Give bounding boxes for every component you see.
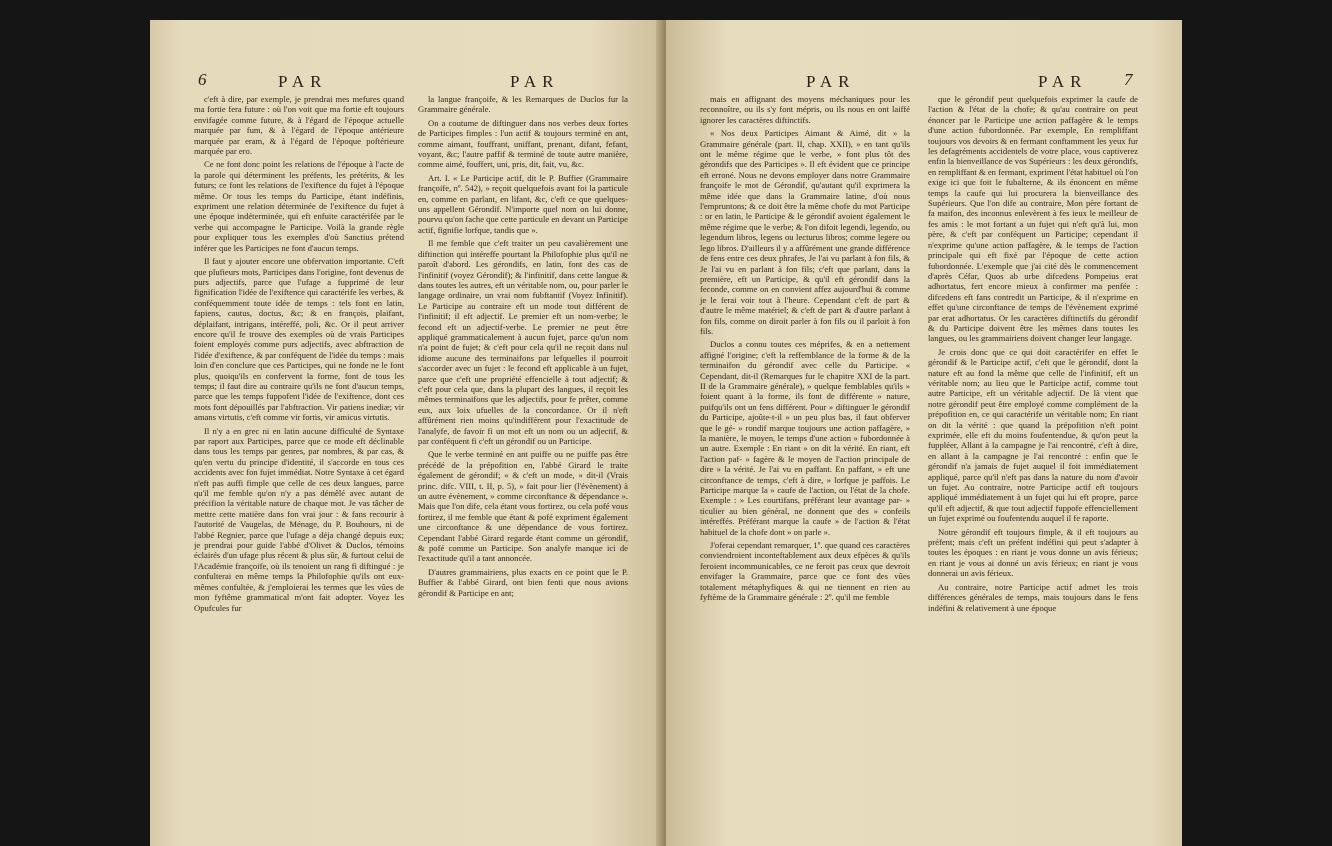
running-head-right-a: PAR (806, 72, 856, 91)
paragraph: Au contraire, notre Participe actif admet les trois différences générales de temps, mais toujours dans le fens indéfini & relativement à une époque (928, 581, 1138, 613)
page-number-left: 6 (198, 70, 207, 89)
running-head-left-a: PAR (278, 72, 328, 91)
left-column-1 (194, 94, 404, 616)
running-head-left-b: PAR (510, 72, 560, 91)
right-column-2 (928, 94, 1138, 616)
paragraph: Art. I. « Le Participe actif, dit le P. Buffier (Grammaire françoife, nº. 542), » reçoit quelquefois avant foi la particule en, comme en parlant, en lifant, &c, c'eft ce que quelques-uns appellent Gérondif. N'importe quel nom on lui donne, pourvu qu'on fache que cette particule en devant un Participe actif, fignifie lorfque, tandis que ». (418, 172, 628, 235)
right-column-1 (700, 94, 910, 606)
paragraph: que le gérondif peut quelquefois exprimer la caufe de l'action & l'état de la chofe; & qu'au contraire on peut énoncer par le Participe une action paffagère & le temps d'une action fubordonnée. Par exemple, En rempliffant toujours vos devoirs & en fermant conftamment les yeux fur les defagréments accidentels de votre place, vous captiverez enfin la bienveillance de vos Supérieurs : les deux gérondifs, en rempliffant & en fermant, expriment l'état habituel où l'on exige ici que foit le fubalterne, & ils énoncent en même temps la caufe qui lui procurera la bienveillance des Supérieurs. Que l'on dife au contraire, Mon père fortant de fa maifon, des inconnus enlevèrent à fes ieux le meilleur de fes amis : le mot fortant a un fujet qui n'eft qu'à lui, mon père, & c'eft par conféquent un Participe; cependant il n'exprime qu'une action paffagère, & le temps de l'action principale qui eft fixé par l'époque de cette action fubordonnée. L'exemple que j'ai cité dès le commencement d'après Céfar, Quos ab urbe difcedens Pompeius erat adhortatus, fert encore mieux à confirmer ma penfée : difcedens eft fans contredit un Participe, & il n'exprime en effet qu'une circonftance de temps de l'évènement exprimé par erat adhortatus. Or les caractères diftinctifs du gérondif & du Participe doivent être les mêmes dans toutes les langues, ou les grammairiens doivent changer leur langage. (928, 94, 1138, 344)
running-head-right-b: PAR (1038, 72, 1088, 91)
paragraph: Ce ne font donc point les relations de l'époque à l'acte de la parole qui déterminent les préfents, les prétérits, & les futurs; ce font les relations de l'exiftence du fujet à l'époque même. Or tous les temps du Participe, étant indéfinis, expriment une relation déterminée de l'exiftence du fujet à une époque indéterminée, qui eft enfuite caractérifée par le verbe qui accompagne le Participe. Voilà la grande règle pour expliquer tous les exemples d'où Sanctius prétend inférer que les Participes ne font d'aucun temps. (194, 159, 404, 253)
paragraph: Il me femble que c'eft traiter un peu cavalièrement une diftinction qui intéreffe pourtant la Philofophie plus qu'il ne paroît d'abord. Les gérondifs, en latin, font des cas de l'infinitif (voyez Gérondif); & l'infinitif, dans cette langue & dans toutes les autres, eft un véritable nom, ou, pour parler le langage ordinaire, un vrai nom fubftantif (Voyez Infinitif). Le Participe au contraire eft un mode tout différent de l'infinitif; il eft adjectif. Le premier eft un nom-verbe; le fecond eft un adjectif-verbe. Le premier ne peut être appliqué grammaticalement à aucun fujet, parce qu'un nom n'a point de fujet; & c'eft pour cela qu'il ne reçoit dans nul idiome aucune des terminaifons par lefquelles il pourroit s'accorder avec un fujet : le fecond eft applicable à un fujet, parce que c'eft une propriété effencielle à tout adjectif; & c'eft pour cela que, dans la plupart des langues, il reçoit les mêmes terminaifons que les adjectifs, pour fe prêter, comme eux, aux loix ufuelles de la concordance. Or il n'eft affûrément rien moins qu'indifférent pour l'exactitude de l'analyfe, de favoir fi un mot eft un nom ou un adjectif, & par conféquent fi c'eft un gérondif ou un Participe. (418, 238, 629, 446)
right-page (666, 20, 1182, 846)
paragraph: Il faut y ajouter encore une obfervation importante. C'eft que plufieurs mots, Participes dans l'origine, font devenus de purs adjectifs, parce que l'ufage a fupprimé de leur fignification l'idée de l'exiftence qui caractérife les verbes, & conféquemment toute idée de temps : tels font en latin, fapiens, cautus, doctus, &c; & en françois, plaifant, déplaifant, intrigans, intéreffé, poli, &c. Or il peut arriver encore qu'il fe trouve des exemples où de vrais Participes foient employés comme purs adjectifs, avec abftraction de l'idée d'exiftence, & par conféquent de l'idée du temps : mais loin d'en conclure que ces Participes, qui ne fonde ne le font plus, quoiqu'ils en confervent la forme, font de tous les temps; il faut dire au contraire qu'ils ne font d'aucun temps, parce que les temps fuppofent l'idée de l'exiftence, dont ces mots font dépouillés par l'abftraction. Vir patiens inediæ; vir amans virtutis, c'eft comme vir fortis, vir amicus virtutis. (194, 256, 404, 423)
paragraph: J'oferai cependant remarquer, 1º. que quand ces caractères conviendroient inconteftablement aux deux efpèces & qu'ils feroient incommunicables, ce ne feroit pas ceux que devroit envifager la Grammaire, parce que ce font des vûes totalement métaphyfiques & qui ne tiennent en rien au fyftème de la Grammaire générale : 2º. qu'il me femble (700, 540, 910, 603)
paragraph: « Nos deux Participes Aimant & Aimé, dit » la Grammaire générale (part. II, chap. XXII), » en tant qu'ils ont le même régime que le verbe, » font plus tôt des gérondifs que des Participes ». Il eft évident que ce principe eft erroné. Nous ne devons employer dans notre Grammaire françoife le mot de Gérondif, qu'autant qu'il exprimera la même idée que dans la Grammaire latine, d'où nous l'empruntons; & ce doit être la même chofe du mot Participe : or en latin, le Participe & le gérondif avoient également le même régime que le verbe; & l'on difoit legendi, legendo, ou legendum libros, legens ou lecturus libros; comme legere ou lego libros. D'ailleurs il y a affûrément une grande différence de fens entre ces deux phrafes, Je l'ai vu parlant à fon fils, & Je l'ai vu en parlant à fon fils; c'eft que parlant, dans la première, eft un Participe, & qu'il eft gérondif dans la feconde, comme on en convient affez aujourd'hui & comme je le ferai voir tout à l'heure. Cependant c'eft de part & d'autre le même matériel; & c'eft de part & d'autre parlant à fon fils, comme on diroit parler à fon fils ou il parloit à fon fils. (700, 128, 910, 336)
paragraph: D'autres grammairiens, plus exacts en ce point que le P. Buffier & l'abbé Girard, ont bien fenti que nous avions gérondif & Participe en ant; (418, 566, 628, 598)
paragraph: Il n'y a en grec ni en latin aucune difficulté de Syntaxe par raport aux Participes, parce que ce mode eft déclinable dans tous les temps par genres, par nombres, & par cas, & qu'en vertu du principe d'identité, il s'accorde en tous ces accidents avec fon fujet immédiat. Notre Syntaxe à cet égard n'eft pas auffi fimple que celle de ces deux langues, parce qu'il me femble qu'on n'y a pas démêlé avec autant de précifion la véritable nature de chaque mot. Je vas tâcher de mettre cette matière dans fon vrai jour : & fans recourir à l'autorité de Vaugelas, de Ménage, du P. Bouhours, ni de l'abbé Regnier, parce que l'ufage a déja changé depuis eux; je prendrai pour guide l'abbé d'Olivet & Duclos, témoins éclairés d'un ufage plus récent & plus sûr, & furtout celui de l'Académie françoife, où ils tenoient un rang fi diftingué : je confulterai en même temps la Philofophie qu'ils ont eux-mêmes confultée, & j'emploierai les termes que les vûes de mon fyftême grammatical m'ont fait adopter. Voyez les Opufcules fur (194, 425, 404, 613)
paragraph: Notre gérondif eft toujours fimple, & il eft toujours au préfent; mais c'eft un préfent indéfini qui peut s'adapter à toutes les époques : en riant je vous donne un avis férieux; en riant je vous ai donné un avis férieux; en riant je vous donnerai un avis férieux. (928, 526, 1138, 579)
paragraph: c'eft à dire, par exemple, je prendrai mes mefures quand ma fortie fera future : où l'on voit que ma fortie eft toujours envifagée comme future, & à l'égard de l'époque actuelle marquée par fum, & à l'égard de l'époque antérieure marquée par eram, & à l'égard de l'époque poftérieure marquée par ero. (194, 94, 404, 157)
paragraph: Duclos a connu toutes ces méprifes, & en a nettement affigné l'origine; c'eft la reffemblance de la forme & de la terminaifon du gérondif avec celle du Participe. « Cependant, dit-il (Remarques fur le chapitre XXI de la part. II de la Grammaire générale), » quelque femblables qu'ils » foient quant à la forme, ils font de différente » nature, puifqu'ils ont un fens différent. Pour » diftinguer le gérondif du Participe, ajoûte-t-il » un peu plus bas, il faut obferver que le gé- » rondif marque toujours une action paffagère, » la manière, le moyen, le temps d'une action » fubordonnée à un autre. Exemple : En riant » on dit la vérité. En riant, eft l'action paf- » fagère & le moyen de l'action principale de dire » la vérité. Je l'ai vu en paffant. En paffant, » eft une circonftance de temps, c'eft à dire, » lorfque je paffois. Le Participe marque la » caufe de l'action, ou l'état de la chofe. Exemple : » Les courtifans, préférant leur avantage par- » ticulier au bien général, ne donnent que des » confeils intéreffés. Préférant marque la caufe » de l'action & l'état habituel de la chofe dont » on parle ». (700, 339, 910, 537)
page-number-right: 7 (1124, 70, 1133, 89)
left-column-2 (418, 94, 628, 601)
paragraph: Je crois donc que ce qui doit caractérifer en effet le gérondif & le Participe actif, c'eft que le gérondif, dont la nature eft au fond la même que celle de l'infinitif, eft un véritable nom; au lieu que le Participe actif, comme tout autre Participe, eft un véritable adjectif. De là vient que notre gérondif peut être employé comme complément de la prépofition en, ce qui caractérife un véritable nom; En riant on dit la vérité : que quand la prépofition n'eft point exprimée, elle eft du moins foufentendue, & qu'on peut la fuppléer, Allant à la campagne je l'ai rencontré, c'eft à dire, en allant à la campagne je l'ai rencontré : enfin que le gérondif n'a jamais de fujet auquel il foit immédiatement appliqué, parce qu'il n'eft pas dans la nature du nom d'avoir un fujet. Au contraire, notre Participe actif eft toujours appliqué immédiatement à un fujet qui lui eft propre, parce qu'il eft adjectif, & que tout adjectif fuppofe effenciellement un fujet exprimé ou foufentendu auquel il fe raporte. (928, 346, 1138, 524)
paragraph: mais en affignant des moyens méchaniques pour les reconnoître, ou ils s'y font mépris, ou ils nous en ont laiffé ignorer les caractères diftinctifs. (700, 94, 910, 125)
paragraph: On a coutume de diftinguer dans nos verbes deux fortes de Participes fimples : l'un actif & toujours terminé en ant, comme aimant, fouffrant, uniffant, prenant, difant, fefant, voyant, &c; l'autre paffif & terminé de toute autre manière, comme aimé, fouffert, uni, pris, dit, fait, vu, &c. (418, 117, 628, 170)
paragraph: la langue françoife, & les Remarques de Duclos fur la Grammaire générale. (418, 94, 628, 115)
open-book (150, 20, 1182, 846)
paragraph: Que le verbe terminé en ant puiffe ou ne puiffe pas être précédé de la prépofition en, l'abbé Girard le traite également de gérondif; « & c'eft un mode, » dit-il (Vrais princ. difc. VIII, t. II, p. 5), » fait pour lier (l'évènement) à un autre évènement, » comme circonftance & dépendance ». Mais que l'on dife, cela étant vous fortirez, ou cela pofé vous fortirez, il me femble que étant & pofé expriment également une circonftance & une dépendance de vous fortirez. Cependant l'abbé Girard regarde étant comme un gérondif, & pofé comme un Participe. Son analyfe manque ici de l'exactitude qu'il a tant annoncée. (418, 449, 628, 564)
left-page (150, 20, 666, 846)
